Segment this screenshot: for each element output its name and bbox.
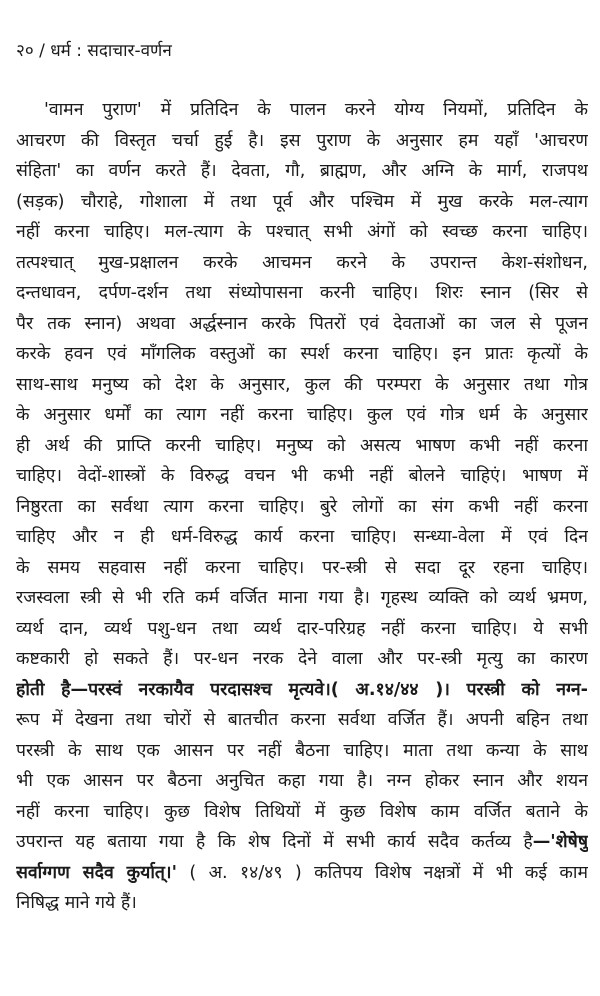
text-line: व्यर्थ दान, व्यर्थ पशु-धन तथा व्यर्थ दार-परिग्रह नहीं करना चाहिए। ये सभी	[16, 618, 588, 639]
line-text: ( अ. १४/४९ ) कतिपय विशेष नक्षत्रों में भी कई काम	[189, 862, 588, 883]
text-line: पैर तक स्नान) अथवा अर्द्धस्नान करके पितरों एवं देवताओं का जल से पूजन	[16, 313, 588, 334]
text-line: रजस्वला स्त्री से भी रति कर्म वर्जित माना गया है। गृहस्थ व्यक्ति को व्यर्थ भ्रमण,	[16, 588, 588, 608]
text-line: 'वामन पुराण' में प्रतिदिन के पालन करने योग्य नियमों, प्रतिदिन के	[44, 100, 588, 120]
text-line: नहीं करना चाहिए। कुछ विशेष तिथियों में कुछ विशेष काम वर्जित बताने के	[16, 801, 588, 822]
text-line: ही अर्थ की प्राप्ति करनी चाहिए। मनुष्य को असत्य भाषण कभी नहीं करना	[16, 435, 588, 456]
text-line: निष्ठुरता का सर्वथा त्याग करना चाहिए। बुरे लोगों का संग कभी नहीं करना	[16, 496, 588, 517]
running-head: २० / धर्म : सदाचार-वर्णन	[16, 41, 172, 61]
text-line: के अनुसार धर्मों का त्याग नहीं करना चाहिए। कुल एवं गोत्र धर्म के अनुसार	[16, 405, 588, 425]
line-text: उपरान्त यह बताया गया है कि शेष दिनों में सभी कार्य सदैव कर्तव्य है	[16, 832, 533, 852]
text-line: के समय सहवास नहीं करना चाहिए। पर-स्त्री से सदा दूर रहना चाहिए।	[16, 557, 588, 578]
text-line: नहीं करना चाहिए। मल-त्याग के पश्चात् सभी अंगों को स्वच्छ करना चाहिए।	[16, 222, 588, 242]
text-line: (सड़क) चौराहे, गोशाला में तथा पूर्व और पश्चिम में मुख करके मल-त्याग	[16, 191, 588, 212]
text-line: चाहिए। वेदों-शास्त्रों के विरुद्ध वचन भी कभी नहीं बोलने चाहिएं। भाषण में	[16, 466, 588, 486]
text-line: चाहिए और न ही धर्म-विरुद्ध कार्य करना चाहिए। सन्ध्या-वेला में एवं दिन	[16, 527, 588, 547]
text-line: रूप में देखना तथा चोरों से बातचीत करना सर्वथा वर्जित हैं। अपनी बहिन तथा	[16, 710, 588, 730]
body-paragraph	[16, 95, 588, 919]
text-line: करके हवन एवं माँगलिक वस्तुओं का स्पर्श करना चाहिए। इन प्रातः कृत्यों के	[16, 344, 588, 364]
text-line: परस्त्री के साथ एक आसन पर नहीं बैठना चाहिए। माता तथा कन्या के साथ	[16, 740, 588, 761]
text-line: संहिता' का वर्णन करते हैं। देवता, गौ, ब्राह्मण, और अग्नि के मार्ग, राजपथ	[16, 161, 588, 181]
quote-bold: होती है—परस्वं नरकायैव परदासश्च मृत्यवे।( अ.१४/४४ )। परस्त्री को नग्न-	[16, 679, 588, 700]
quote-bold: —'शेषेषु	[532, 832, 588, 852]
text-line: दन्तधावन, दर्पण-दर्शन तथा संध्योपासना करनी चाहिए। शिरः स्नान (सिर से	[16, 283, 588, 303]
text-line: भी एक आसन पर बैठना अनुचित कहा गया है। नग्न होकर स्नान और शयन	[16, 771, 588, 791]
text-line: आचरण की विस्तृत चर्चा हुई है। इस पुराण के अनुसार हम यहाँ 'आचरण	[16, 130, 588, 151]
text-line: तत्पश्चात् मुख-प्रक्षालन करके आचमन करने के उपरान्त केश-संशोधन,	[16, 252, 588, 273]
text-line-quote	[16, 827, 588, 858]
text-line: कष्टकारी हो सकते हैं। पर-धन नरक देने वाला और पर-स्त्री मृत्यु का कारण	[16, 649, 588, 669]
quote-bold: सर्वाग्गण सदैव कुर्यात्।'	[16, 862, 177, 883]
text-line-quote	[16, 675, 588, 706]
text-line-quote	[16, 858, 588, 889]
text-line: साथ-साथ मनुष्य को देश के अनुसार, कुल की परम्परा के अनुसार तथा गोत्र	[16, 374, 588, 395]
text-line-last: निषिद्ध माने गये हैं।	[16, 893, 137, 913]
